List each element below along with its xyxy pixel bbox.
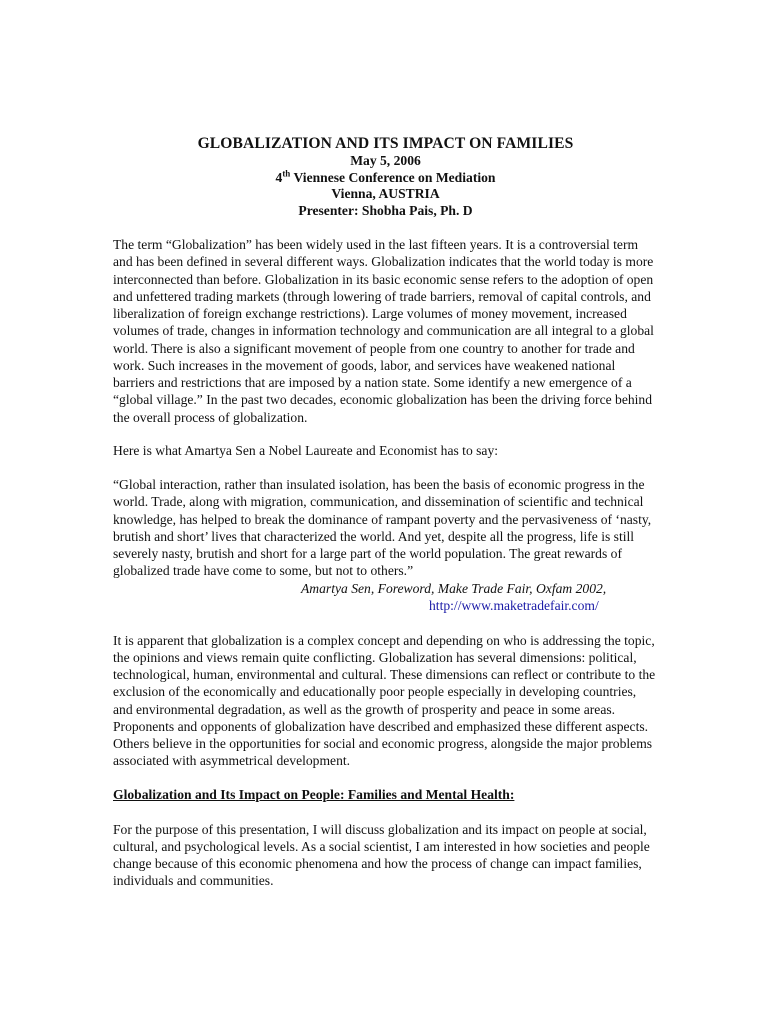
document-page xyxy=(113,134,658,890)
conference-location: Vienna, AUSTRIA xyxy=(331,186,440,201)
document-header xyxy=(113,134,658,219)
conference-number: 4 xyxy=(275,169,283,185)
maketradefair-link[interactable]: http://www.maketradefair.com/ xyxy=(429,597,599,613)
paragraph-sen-intro: Here is what Amartya Sen a Nobel Laureate and Economist has to say: xyxy=(113,442,499,458)
paragraph-purpose: For the purpose of this presentation, I will discuss globalization and its impact on people at social, cultural, and psychological levels. As a social scientist, I am interested in how societies and people change because of this economic phenomena and how the process of change can impact families, individuals and communities. xyxy=(113,821,650,889)
conference-name: Viennese Conference on Mediation xyxy=(290,169,496,185)
document-title: GLOBALIZATION AND ITS IMPACT ON FAMILIES xyxy=(197,135,574,152)
document-date: May 5, 2006 xyxy=(350,153,421,168)
quote-citation: Amartya Sen, Foreword, Make Trade Fair, Oxfam 2002, xyxy=(301,580,607,596)
conference-line xyxy=(113,167,658,187)
section-heading: Globalization and Its Impact on People: Families and Mental Health: xyxy=(113,786,515,802)
paragraph-dimensions: It is apparent that globalization is a complex concept and depending on who is addressing the topic, the opinions and views remain quite conflicting. Globalization has several dimensions: political, technological, human, environmental and cultural. These dimensions can reflect or contribute to the exclusion of the economically and educationally poor people especially in developing countries, and environmental degradation, as well as the growth of prosperity and peace in some areas. Proponents and opponents of globalization have described and emphasized these different aspects. Others believe in the opportunities for social and economic progress, alongside the major problems associated with asymmetrical development. xyxy=(113,632,656,769)
conference-suffix: th xyxy=(282,167,291,178)
paragraph-intro: The term “Globalization” has been widely used in the last fifteen years. It is a controversial term and has been defined in several different ways. Globalization indicates that the world today is more interconnected than before. Globalization in its basic economic sense refers to the adoption of open and unfettered trading markets (through lowering of trade barriers, removal of capital controls, and liberalization of foreign exchange restrictions). Large volumes of money movement, increased volumes of trade, changes in information technology and communication are all integral to a global world. There is also a significant movement of people from one country to another for trade and work. Such increases in the movement of goods, labor, and services have weakened national barriers and restrictions that are imposed by a nation state. Some identify a new emergence of a “global village.” In the past two decades, economic globalization has been the driving force behind the overall process of globalization. xyxy=(113,237,654,425)
sen-quote: “Global interaction, rather than insulated isolation, has been the basis of economic progress in the world. Trade, along with migration, communication, and dissemination of scientific and technical knowledge, has helped to break the dominance of rampant poverty and the pervasiveness of ‘nasty, brutish and short’ lives that characterized the world. And yet, despite all the progress, life is still severely nasty, brutish and short for a large part of the world population. The great rewards of globalized trade have come to some, but not to others.” xyxy=(113,477,652,579)
presenter-line: Presenter: Shobha Pais, Ph. D xyxy=(298,202,473,218)
